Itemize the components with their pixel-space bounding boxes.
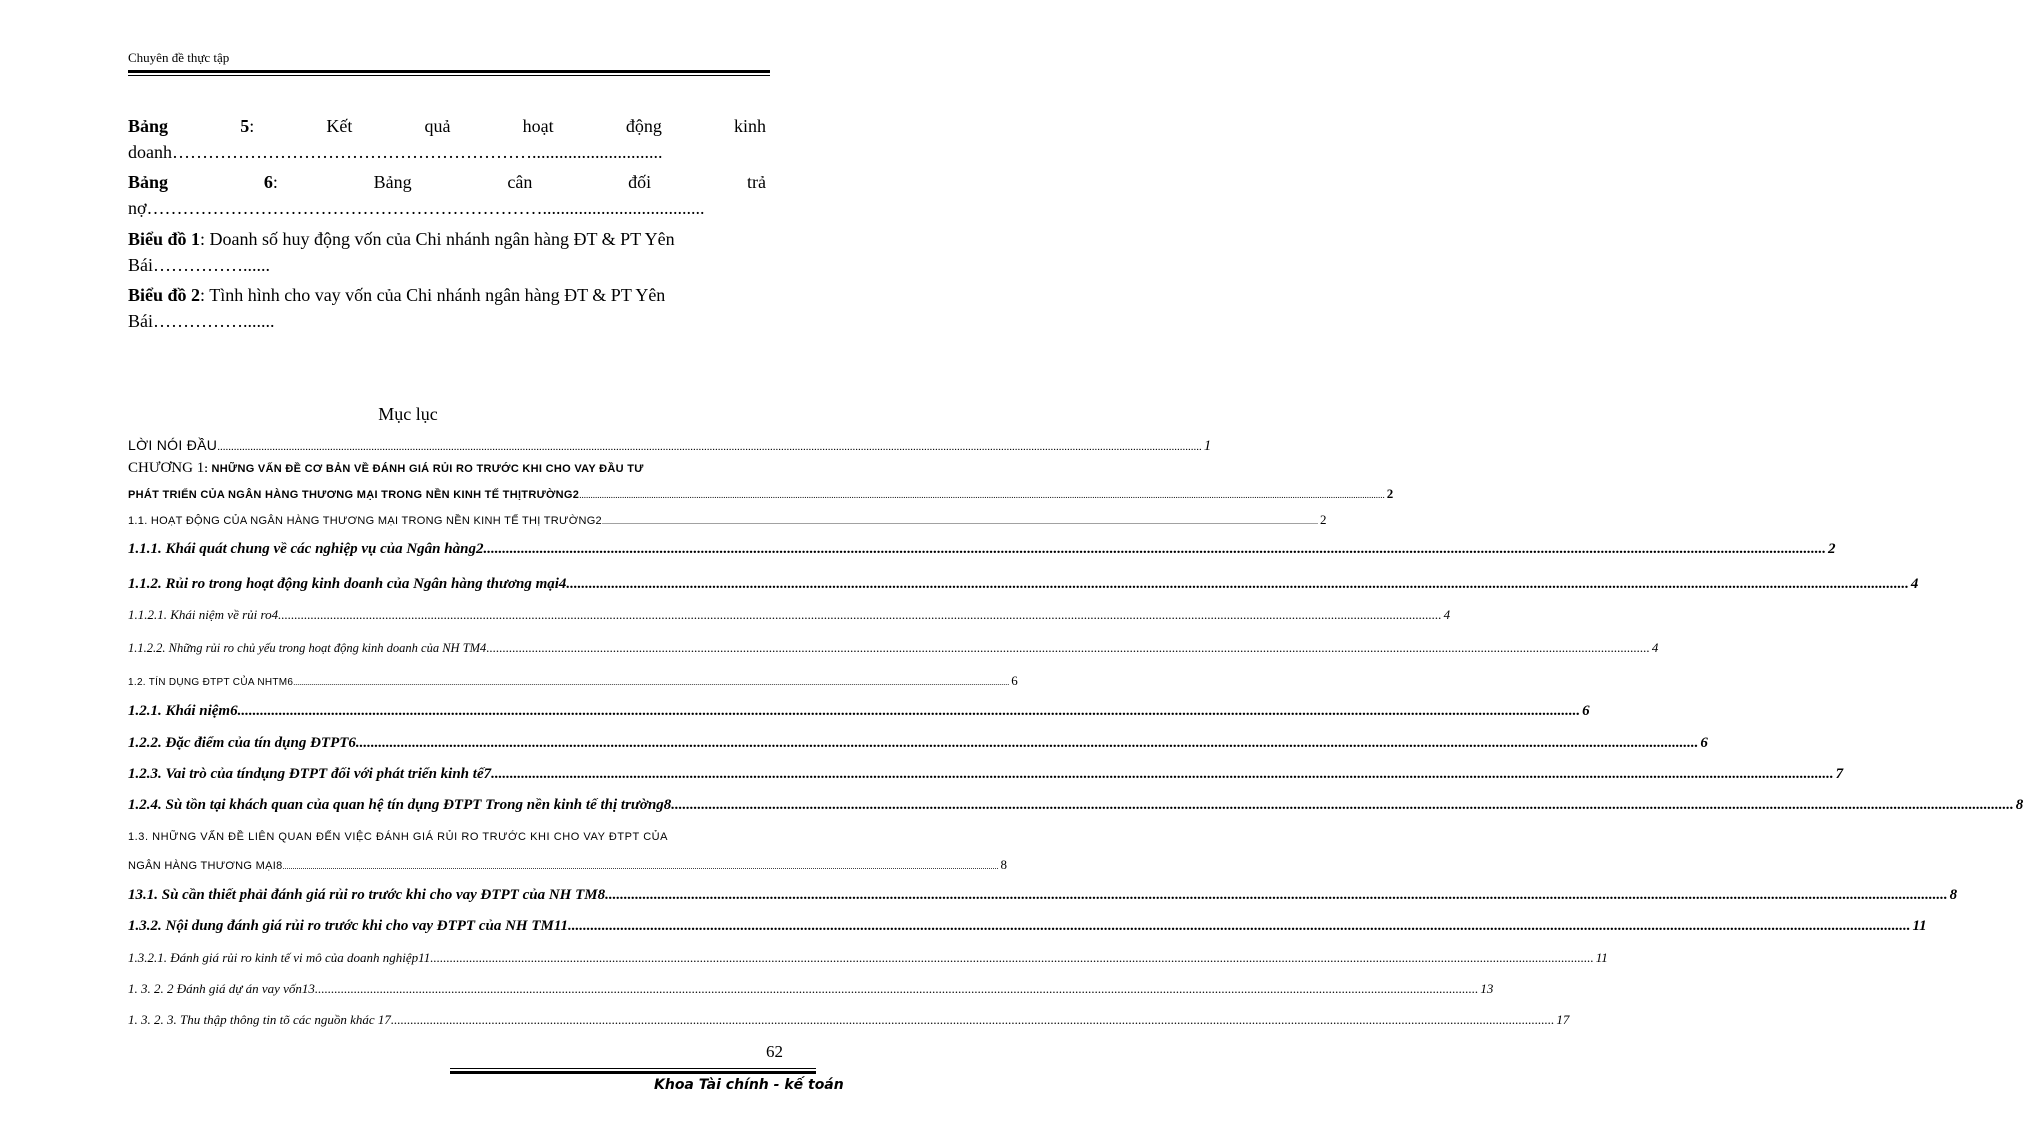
figure-entry-bang5: Bảng 5: Kết quả hoạt động kinh doanh……………………………………………………............................. xyxy=(128,113,766,165)
toc-entry-1-3[interactable] xyxy=(128,831,768,843)
toc-entry-page: 17 xyxy=(1556,1012,1570,1027)
word: trả xyxy=(746,172,766,192)
toc-entry-page: 2 xyxy=(1319,512,1327,527)
toc-entry-label: 1. 3. 2. 2 Đánh giá dự án vay vốn13 xyxy=(128,981,315,996)
toc-entry[interactable] xyxy=(128,766,1844,783)
toc-entry-label: PHÁT TRIỂN CỦA NGÂN HÀNG THƯƠNG MẠI TRONG NỀN KINH TẾ THỊTRƯỜNG2 xyxy=(128,489,580,501)
figure-label: Biểu đồ 2 xyxy=(128,285,201,305)
toc-entry-page: 4 xyxy=(1910,576,1919,592)
figure-label: Biểu đồ 1 xyxy=(128,229,201,249)
toc-entry-label: 1.1.2.1. Khái niệm về rủi ro4 xyxy=(128,607,279,622)
toc-entry-label: 1.2.1. Khái niệm6 xyxy=(128,703,238,719)
toc-entry-label: 1.1. HOẠT ĐỘNG CỦA NGÂN HÀNG THƯƠNG MẠI TRONG NỀN KINH TẾ THỊ TRƯỜNG2 xyxy=(128,515,602,527)
toc-entry-label: 1.1.2. Rủi ro trong hoạt động kinh doanh của Ngân hàng thương mại4 xyxy=(128,576,567,592)
toc-entry-page: 8 xyxy=(1949,887,1958,903)
figure-entry-bang6: Bảng 6: Bảng cân đối trả nợ………………………………………………………….................................... xyxy=(128,169,766,221)
toc-entry[interactable] xyxy=(128,576,1919,593)
toc-entry[interactable] xyxy=(128,673,1018,689)
figure-line2: doanh……………………………………………………............................. xyxy=(128,142,663,162)
toc-title: Mục lục xyxy=(378,404,438,424)
toc-entry-page: 4 xyxy=(1651,640,1659,655)
toc-entry-label: 1.2. TÍN DỤNG ĐTPT CỦA NHTM6 xyxy=(128,677,294,688)
toc-entry-page: 6 xyxy=(1011,673,1018,688)
toc-entry-label: 1.3.2. Nội dung đánh giá rủi ro trước khi cho vay ĐTPT của NH TM11 xyxy=(128,918,568,934)
toc-entry-label: 1.2.4. Sù tồn tại khách quan của quan hệ tín dụng ĐTPT Trong nền kinh tế thị trường8 xyxy=(128,797,672,813)
toc-entry-page: 8 xyxy=(1000,857,1007,872)
toc-entry-label: 13.1. Sù cần thiết phải đánh giá rủi ro trước khi cho vay ĐTPT của NH TM8 xyxy=(128,887,606,903)
figure-label: Bảng xyxy=(128,172,169,192)
toc-entry-page: 2 xyxy=(1827,541,1836,557)
word: quả xyxy=(424,116,451,136)
toc-entry-1-3-line2[interactable] xyxy=(128,857,1007,873)
footer-dept: Khoa Tài chính - kế toán xyxy=(654,1077,844,1093)
toc-entry-label: 1.2.3. Vai trò của tíndụng ĐTPT đối với phát triển kinh tế7 xyxy=(128,766,492,782)
word: kinh xyxy=(733,116,766,136)
figure-line2: Bái……………....... xyxy=(128,311,275,331)
toc-entry[interactable] xyxy=(128,640,1659,656)
toc-entry-label: 1.1.1. Khái quát chung về các nghiệp vụ của Ngân hàng2 xyxy=(128,541,484,557)
toc-entry[interactable] xyxy=(128,887,1958,904)
toc-entry-page: 7 xyxy=(1835,766,1844,782)
toc-entry[interactable] xyxy=(128,512,1327,528)
toc-entry[interactable] xyxy=(128,918,1927,935)
toc-entry-label: 1.2.2. Đặc điểm của tín dụng ĐTPT6 xyxy=(128,735,356,751)
header-rule-thick xyxy=(128,70,770,73)
toc-entry-page: 4 xyxy=(1443,607,1451,622)
toc-entry[interactable] xyxy=(128,437,1212,455)
word: Kết xyxy=(326,116,353,136)
toc-entry[interactable] xyxy=(128,541,1836,558)
figure-line2: Bái……………...... xyxy=(128,255,270,275)
word: động xyxy=(625,116,662,136)
header-rule-thin xyxy=(128,75,770,76)
toc-entry-label: 1.3. NHỮNG VẤN ĐỀ LIÊN QUAN ĐẾN VIỆC ĐÁNH GIÁ RỦI RO TRƯỚC KHI CHO VAY ĐTPT CỦA xyxy=(128,831,669,843)
page-number: 62 xyxy=(766,1042,783,1061)
figure-text: : Doanh số huy động vốn của Chi nhánh ngân hàng ĐT & PT Yên xyxy=(200,229,675,249)
toc-entry-page: 6 xyxy=(1700,735,1708,751)
figure-number: 5 xyxy=(240,116,250,136)
figure-label: Bảng xyxy=(128,116,169,136)
toc-entry[interactable] xyxy=(128,735,1708,752)
figure-entry-bieudo2 xyxy=(128,282,766,334)
running-header: Chuyên đề thực tập xyxy=(128,50,230,65)
toc-entry-label: LỜI NÓI ĐẦU xyxy=(128,437,218,453)
toc-entry-page: 1 xyxy=(1203,438,1212,454)
toc-entry-chapter1[interactable] xyxy=(128,460,768,477)
word: hoạt xyxy=(522,116,554,136)
figure-number: 6 xyxy=(263,172,273,192)
toc-entry[interactable] xyxy=(128,950,1608,966)
toc-entry-page: 8 xyxy=(2015,797,2023,813)
toc-entry-label: 1.3.2.1. Đánh giá rủi ro kinh tế vi mô của doanh nghiệp11 xyxy=(128,950,431,965)
toc-entry[interactable] xyxy=(128,607,1451,623)
toc-entry-page: 11 xyxy=(1912,918,1927,934)
toc-entry-page: 6 xyxy=(1582,703,1590,719)
word: Bảng xyxy=(373,172,412,192)
footer-dept-wrap xyxy=(654,1077,844,1093)
toc-entry-label: CHƯƠNG 1 xyxy=(128,460,205,476)
toc-entry-label-cont: : NHỮNG VẤN ĐỀ CƠ BẢN VỀ ĐÁNH GIÁ RỦI RO TRƯỚC KHI CHO VAY ĐẦU TƯ xyxy=(204,463,644,475)
toc-entry-page: 2 xyxy=(1386,486,1394,501)
toc-entry-label: 1. 3. 2. 3. Thu thập thông tin tõ các nguồn khác 17 xyxy=(128,1012,391,1027)
toc-entry-page: 11 xyxy=(1595,950,1608,965)
figure-entry-bieudo1 xyxy=(128,226,766,278)
footer-rule-thin xyxy=(450,1068,816,1069)
toc-entry[interactable] xyxy=(128,981,1494,997)
toc-entry-chapter1-line2[interactable] xyxy=(128,486,1394,502)
word: đối xyxy=(628,172,652,192)
toc-entry[interactable] xyxy=(128,1012,1570,1028)
footer-rule-thick xyxy=(450,1071,816,1074)
toc-entry-page: 13 xyxy=(1480,981,1494,996)
toc-entry-label: NGÂN HÀNG THƯƠNG MẠI8 xyxy=(128,860,283,872)
toc-entry-label: 1.1.2.2. Những rủi ro chủ yếu trong hoạt động kinh doanh của NH TM4 xyxy=(128,641,487,655)
figure-line2: nợ………………………………………………………….................................... xyxy=(128,198,705,218)
figure-text: : Tình hình cho vay vốn của Chi nhánh ngân hàng ĐT & PT Yên xyxy=(200,285,666,305)
word: cân xyxy=(507,172,533,192)
toc-entry[interactable] xyxy=(128,703,1590,720)
toc-entry[interactable] xyxy=(128,797,2023,814)
